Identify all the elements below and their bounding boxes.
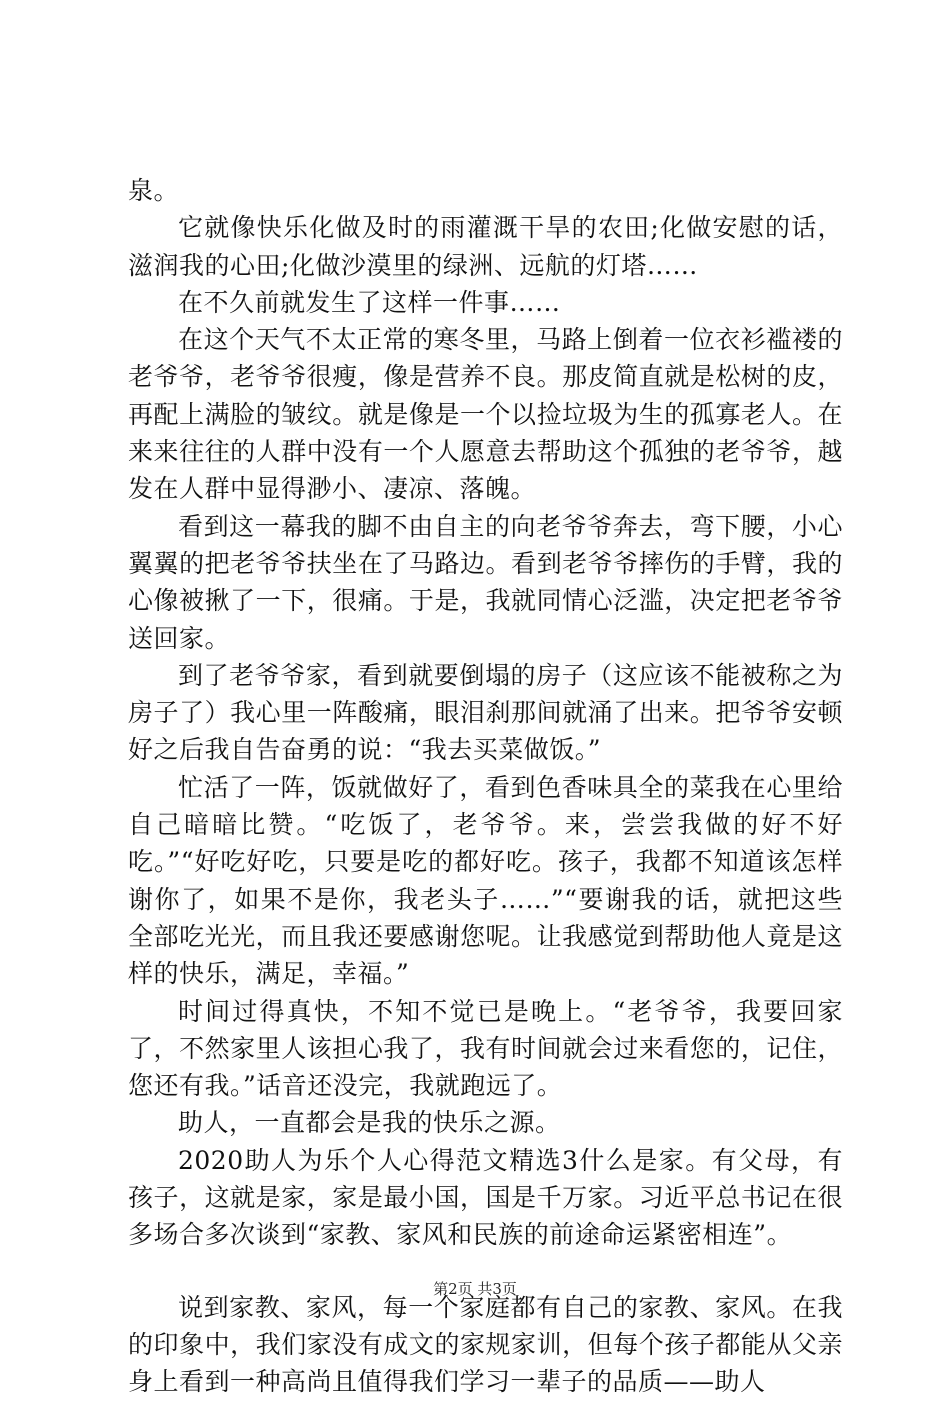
paragraph-2: 它就像快乐化做及时的雨灌溉干旱的农田;化做安慰的话，滋润我的心田;化做沙漠里的绿洲、远航的灯塔…… bbox=[128, 213, 843, 280]
paragraph-8: 时间过得真快，不知不觉已是晚上。“老爷爷，我要回家了，不然家里人该担心我了，我有时间就会过来看您的，记住，您还有我。”话音还没完，我就跑远了。 bbox=[128, 996, 843, 1101]
paragraph-5: 看到这一幕我的脚不由自主的向老爷爷奔去，弯下腰，小心翼翼的把老爷爷扶坐在了马路边。看到老爷爷摔伤的手臂，我的心像被揪了一下，很痛。于是，我就同情心泛滥，决定把老爷爷送回家。 bbox=[128, 511, 843, 653]
page-footer bbox=[0, 1279, 950, 1299]
paragraph-1: 泉。 bbox=[128, 176, 180, 205]
paragraph-7: 忙活了一阵，饭就做好了，看到色香味具全的菜我在心里给自己暗暗比赞。“吃饭了，老爷爷。来，尝尝我做的好不好吃。”“好吃好吃，只要是吃的都好吃。孩子，我都不知道该怎样谢你了，如果不是你，我老头子……”“要谢我的话，就把这些全部吃光光，而且我还要感谢您呢。让我感觉到帮助他人竟是这样的快乐，满足，幸福。” bbox=[128, 772, 843, 989]
document-body bbox=[128, 172, 843, 1401]
paragraph-10: 2020助人为乐个人心得范文精选3什么是家。有父母，有孩子，这就是家，家是最小国，国是千万家。习近平总书记在很多场合多次谈到“家教、家风和民族的前途命运紧密相连”。 bbox=[128, 1145, 843, 1250]
paragraph-9: 助人，一直都会是我的快乐之源。 bbox=[178, 1108, 561, 1138]
paragraph-6: 到了老爷爷家，看到就要倒塌的房子（这应该不能被称之为房子了）我心里一阵酸痛，眼泪刹那间就涌了出来。把爷爷安顿好之后我自告奋勇的说：“我去买菜做饭。” bbox=[128, 660, 843, 765]
paragraph-11: 说到家教、家风，每一个家庭都有自己的家教、家风。在我的印象中，我们家没有成文的家规家训，但每个孩子都能从父亲身上看到一种高尚且值得我们学习一辈子的品质——助人 bbox=[128, 1292, 843, 1397]
paragraph-4: 在这个天气不太正常的寒冬里，马路上倒着一位衣衫褴褛的老爷爷，老爷爷很瘦，像是营养不良。那皮简直就是松树的皮，再配上满脸的皱纹。就是像是一个以捡垃圾为生的孤寡老人。在来来往往的人群中没有一个人愿意去帮助这个孤独的老爷爷，越发在人群中显得渺小、凄凉、落魄。 bbox=[128, 325, 843, 504]
page-number-label: 第2页 共3页 bbox=[433, 1280, 517, 1298]
paragraph-3: 在不久前就发生了这样一件事…… bbox=[178, 287, 561, 317]
